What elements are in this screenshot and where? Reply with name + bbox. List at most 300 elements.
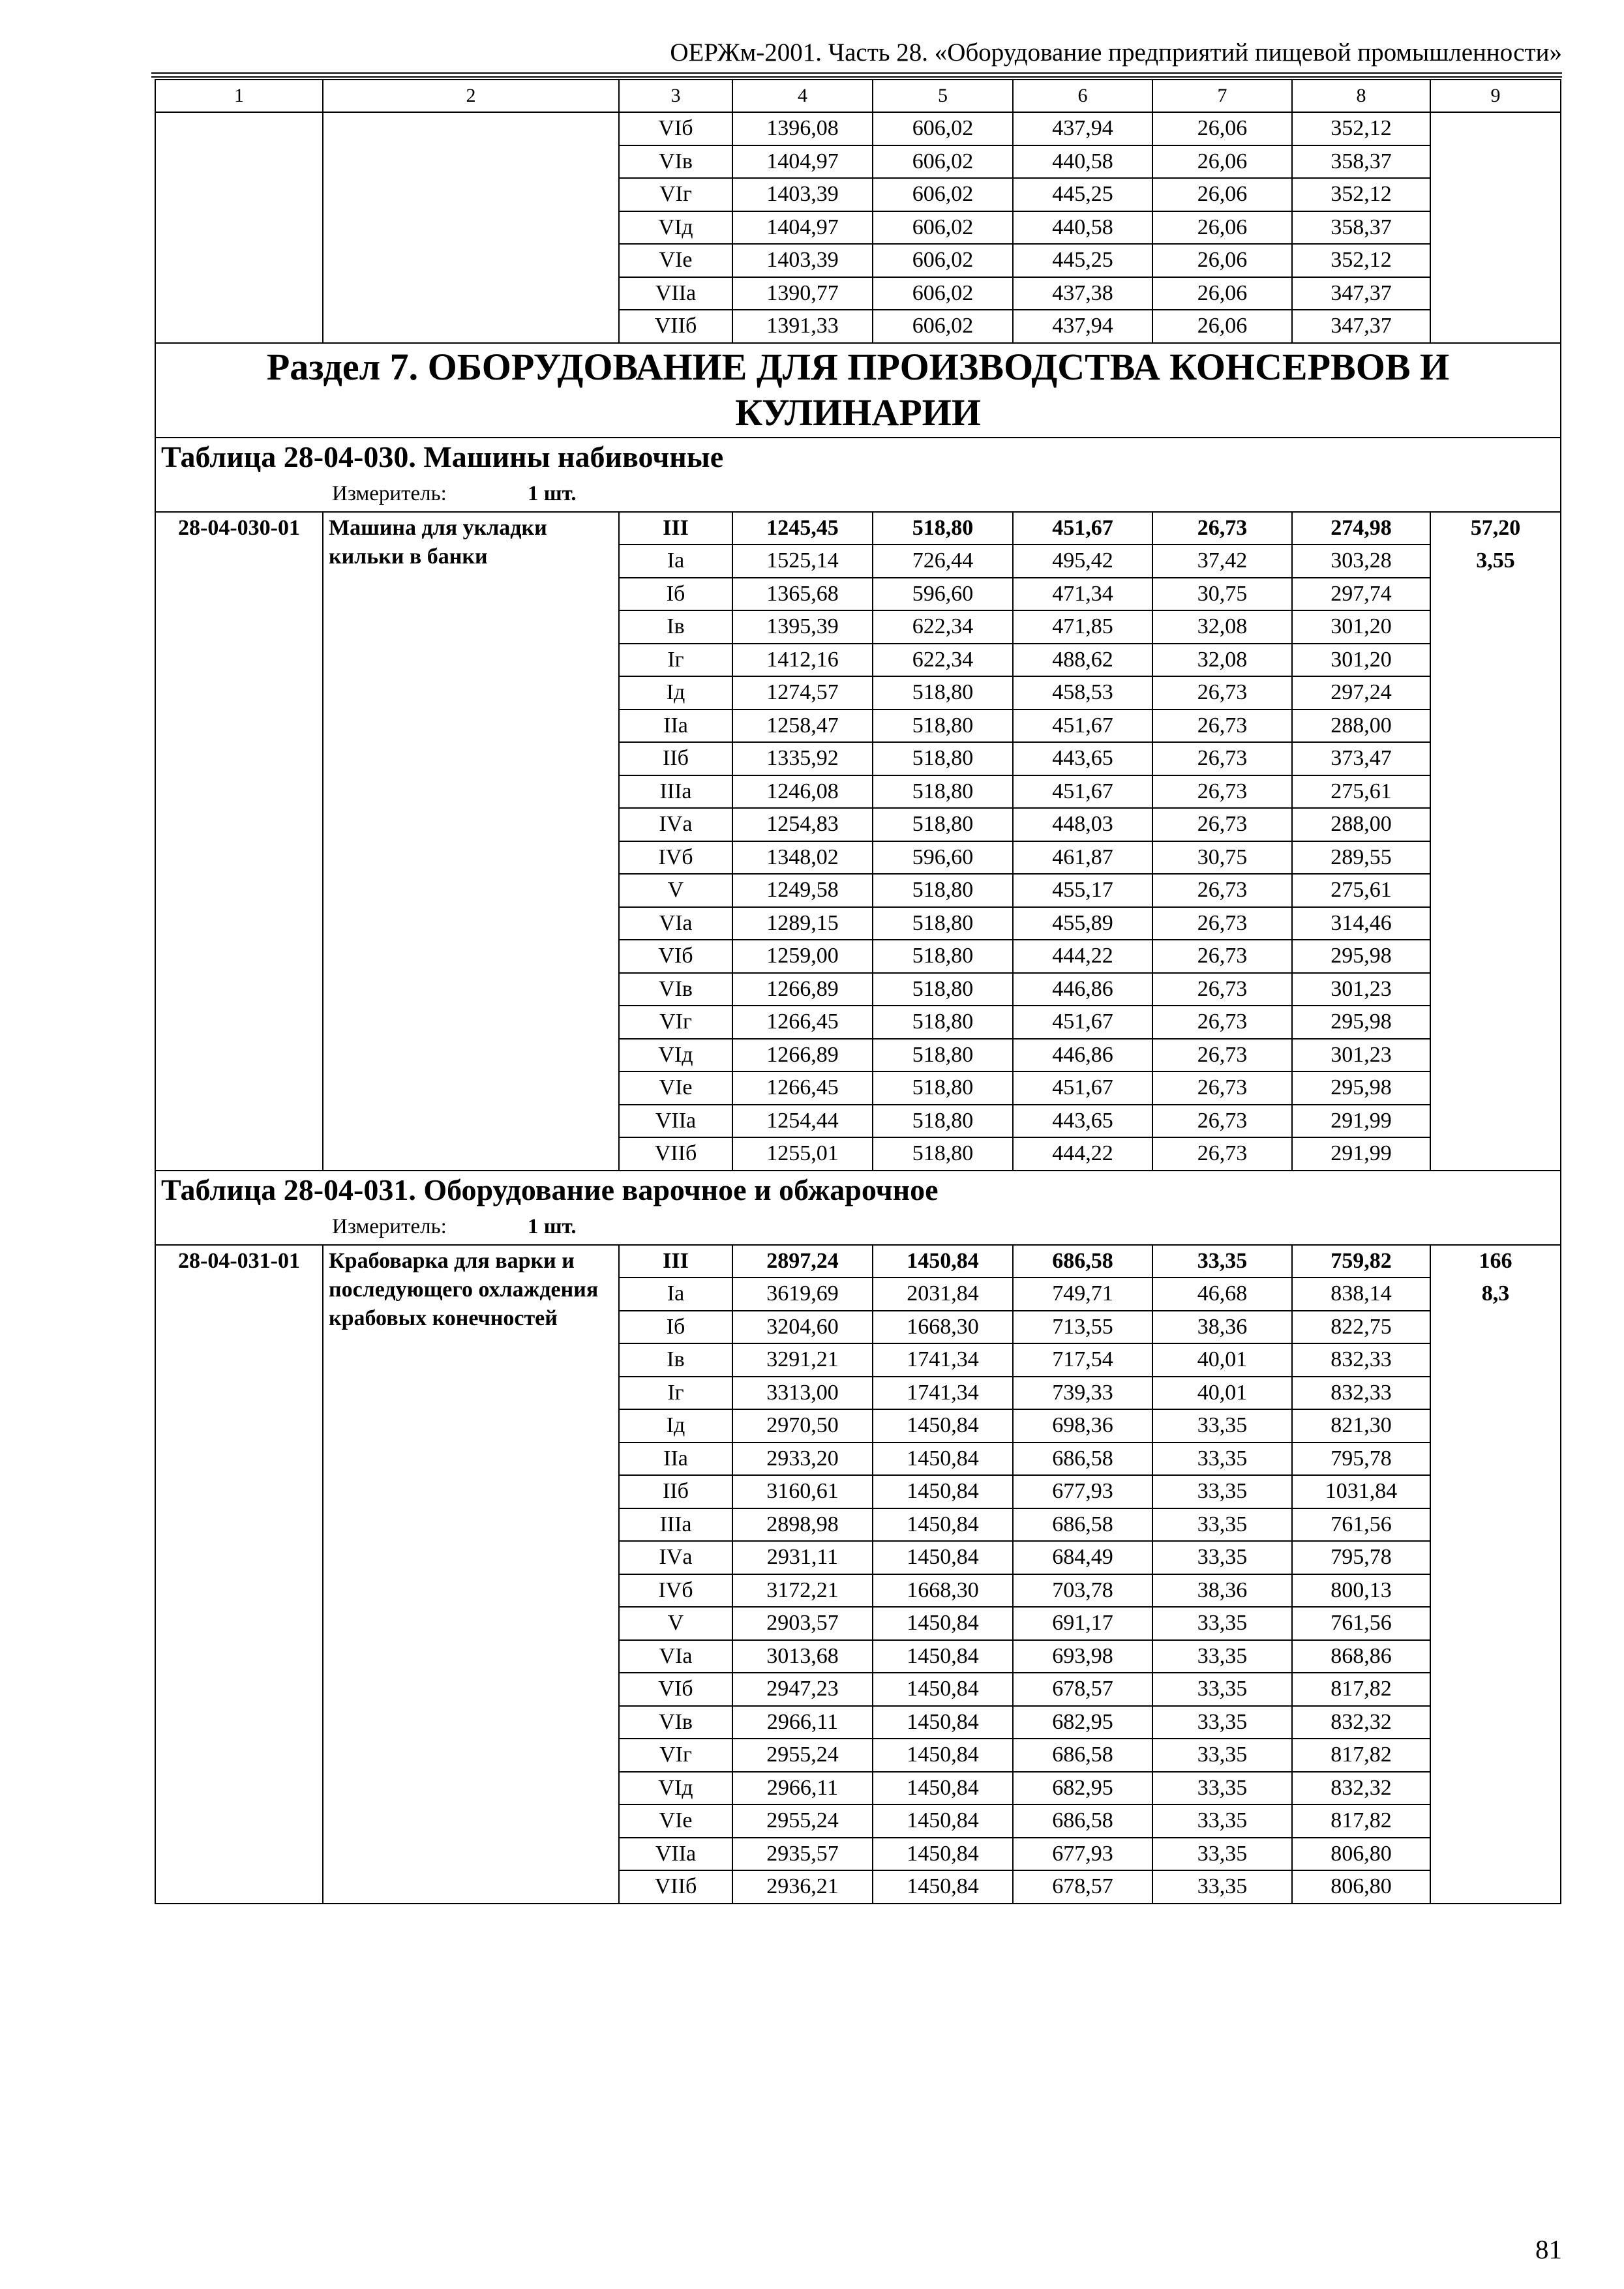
zone-cell: VIIб — [619, 1137, 732, 1171]
materials-cell: 817,82 — [1292, 1739, 1430, 1772]
zone-cell: VIд — [619, 1772, 732, 1805]
wages-cell: 1741,34 — [873, 1377, 1013, 1410]
total-cost-cell: 1246,08 — [732, 775, 873, 809]
materials-cell: 295,98 — [1292, 1071, 1430, 1105]
measure-cell — [155, 1210, 1561, 1245]
wages-cell: 518,80 — [873, 1006, 1013, 1039]
machine-cost-cell: 444,22 — [1013, 1137, 1152, 1171]
machine-cost-cell: 713,55 — [1013, 1311, 1152, 1344]
total-cost-cell: 1258,47 — [732, 710, 873, 743]
wages-cell: 606,02 — [873, 178, 1013, 211]
operator-wages-cell: 26,06 — [1152, 244, 1292, 277]
machine-cost-cell: 686,58 — [1013, 1804, 1152, 1838]
wages-cell: 1450,84 — [873, 1443, 1013, 1476]
total-cost-cell: 1396,08 — [732, 112, 873, 145]
zone-cell: VIв — [619, 1706, 732, 1739]
machine-cost-cell: 445,25 — [1013, 178, 1152, 211]
operator-wages-cell: 26,73 — [1152, 1006, 1292, 1039]
table-title: Таблица 28-04-031. Оборудование варочное и обжарочное — [155, 1171, 1561, 1210]
extra-value: 166 — [1479, 1248, 1512, 1273]
table-row — [155, 1245, 1561, 1278]
column-number: 2 — [323, 80, 619, 112]
machine-cost-cell: 495,42 — [1013, 545, 1152, 578]
total-cost-cell: 3013,68 — [732, 1640, 873, 1673]
machine-cost-cell: 443,65 — [1013, 1105, 1152, 1138]
operator-wages-cell: 33,35 — [1152, 1772, 1292, 1805]
wages-cell: 518,80 — [873, 676, 1013, 710]
machine-cost-cell: 444,22 — [1013, 940, 1152, 973]
total-cost-cell: 3313,00 — [732, 1377, 873, 1410]
wages-cell: 1450,84 — [873, 1245, 1013, 1278]
operator-wages-cell: 33,35 — [1152, 1443, 1292, 1476]
operator-wages-cell: 26,06 — [1152, 112, 1292, 145]
operator-wages-cell: 26,73 — [1152, 742, 1292, 775]
operator-wages-cell: 38,36 — [1152, 1311, 1292, 1344]
equipment-name: Крабоварка для варки и последующего охлаждения крабовых конечностей — [323, 1245, 619, 1904]
wages-cell: 596,60 — [873, 578, 1013, 611]
materials-cell: 800,13 — [1292, 1574, 1430, 1608]
section-row — [155, 343, 1561, 438]
column-number: 6 — [1013, 80, 1152, 112]
rates-table-body — [155, 80, 1561, 1904]
wages-cell: 1450,84 — [873, 1508, 1013, 1542]
total-cost-cell: 1404,97 — [732, 145, 873, 179]
total-cost-cell: 3291,21 — [732, 1343, 873, 1377]
total-cost-cell: 1525,14 — [732, 545, 873, 578]
machine-cost-cell: 703,78 — [1013, 1574, 1152, 1608]
wages-cell: 1450,84 — [873, 1706, 1013, 1739]
wages-cell: 518,80 — [873, 742, 1013, 775]
zone-cell: Iг — [619, 1377, 732, 1410]
operator-wages-cell: 26,06 — [1152, 145, 1292, 179]
total-cost-cell: 3160,61 — [732, 1475, 873, 1508]
wages-cell: 518,80 — [873, 710, 1013, 743]
wages-cell: 606,02 — [873, 145, 1013, 179]
column-number: 5 — [873, 80, 1013, 112]
header-rule — [151, 76, 1562, 78]
materials-cell: 832,33 — [1292, 1343, 1430, 1377]
operator-wages-cell: 40,01 — [1152, 1343, 1292, 1377]
operator-wages-cell: 33,35 — [1152, 1640, 1292, 1673]
operator-wages-cell: 26,73 — [1152, 512, 1292, 545]
extra-value: 8,3 — [1481, 1281, 1510, 1306]
zone-cell: IVа — [619, 808, 732, 841]
table-row — [155, 112, 1561, 145]
operator-wages-cell: 26,73 — [1152, 808, 1292, 841]
materials-cell: 301,20 — [1292, 610, 1430, 644]
materials-cell: 1031,84 — [1292, 1475, 1430, 1508]
total-cost-cell: 1255,01 — [732, 1137, 873, 1171]
materials-cell: 301,20 — [1292, 644, 1430, 677]
zone-cell: VIб — [619, 940, 732, 973]
wages-cell: 518,80 — [873, 907, 1013, 940]
total-cost-cell: 2955,24 — [732, 1804, 873, 1838]
machine-cost-cell: 451,67 — [1013, 775, 1152, 809]
column-number: 7 — [1152, 80, 1292, 112]
materials-cell: 295,98 — [1292, 940, 1430, 973]
materials-cell: 303,28 — [1292, 545, 1430, 578]
total-cost-cell: 3172,21 — [732, 1574, 873, 1608]
machine-cost-cell: 451,67 — [1013, 512, 1152, 545]
wages-cell: 1450,84 — [873, 1739, 1013, 1772]
machine-cost-cell: 446,86 — [1013, 1039, 1152, 1072]
machine-cost-cell: 693,98 — [1013, 1640, 1152, 1673]
measure-row — [155, 477, 1561, 512]
wages-cell: 518,80 — [873, 775, 1013, 809]
machine-cost-cell: 684,49 — [1013, 1541, 1152, 1574]
wages-cell: 1450,84 — [873, 1541, 1013, 1574]
zone-cell: VIд — [619, 211, 732, 245]
machine-cost-cell: 440,58 — [1013, 145, 1152, 179]
zone-cell: VIе — [619, 1804, 732, 1838]
zone-cell: Iв — [619, 1343, 732, 1377]
operator-wages-cell: 38,36 — [1152, 1574, 1292, 1608]
zone-cell: IVб — [619, 841, 732, 875]
page-header-title: ОЕРЖм-2001. Часть 28. «Оборудование предприятий пищевой промышленности» — [670, 38, 1562, 67]
operator-wages-cell: 33,35 — [1152, 1804, 1292, 1838]
zone-cell: VIг — [619, 178, 732, 211]
materials-cell: 795,78 — [1292, 1443, 1430, 1476]
operator-wages-cell: 26,73 — [1152, 1137, 1292, 1171]
wages-cell: 518,80 — [873, 940, 1013, 973]
operator-wages-cell: 26,73 — [1152, 940, 1292, 973]
materials-cell: 358,37 — [1292, 145, 1430, 179]
code-cell-empty — [155, 112, 323, 343]
wages-cell: 606,02 — [873, 211, 1013, 245]
total-cost-cell: 1266,45 — [732, 1006, 873, 1039]
operator-wages-cell: 26,06 — [1152, 277, 1292, 310]
total-cost-cell: 1348,02 — [732, 841, 873, 875]
zone-cell: VIе — [619, 244, 732, 277]
materials-cell: 352,12 — [1292, 178, 1430, 211]
total-cost-cell: 2966,11 — [732, 1772, 873, 1805]
total-cost-cell: 3204,60 — [732, 1311, 873, 1344]
wages-cell: 1450,84 — [873, 1475, 1013, 1508]
wages-cell: 622,34 — [873, 610, 1013, 644]
machine-cost-cell: 443,65 — [1013, 742, 1152, 775]
zone-cell: VIв — [619, 145, 732, 179]
column-number: 3 — [619, 80, 732, 112]
wages-cell: 1741,34 — [873, 1343, 1013, 1377]
operator-wages-cell: 26,06 — [1152, 310, 1292, 343]
wages-cell: 518,80 — [873, 1105, 1013, 1138]
wages-cell: 518,80 — [873, 1071, 1013, 1105]
total-cost-cell: 2933,20 — [732, 1443, 873, 1476]
total-cost-cell: 2931,11 — [732, 1541, 873, 1574]
machine-cost-cell: 455,89 — [1013, 907, 1152, 940]
materials-cell: 291,99 — [1292, 1105, 1430, 1138]
total-cost-cell: 1274,57 — [732, 676, 873, 710]
table-title-row — [155, 1171, 1561, 1210]
wages-cell: 596,60 — [873, 841, 1013, 875]
wages-cell: 606,02 — [873, 244, 1013, 277]
total-cost-cell: 2935,57 — [732, 1838, 873, 1871]
operator-wages-cell: 26,73 — [1152, 710, 1292, 743]
total-cost-cell: 2898,98 — [732, 1508, 873, 1542]
operator-wages-cell: 33,35 — [1152, 1245, 1292, 1278]
machine-cost-cell: 437,94 — [1013, 112, 1152, 145]
total-cost-cell: 1404,97 — [732, 211, 873, 245]
zone-cell: V — [619, 874, 732, 907]
operator-wages-cell: 33,35 — [1152, 1838, 1292, 1871]
operator-wages-cell: 33,35 — [1152, 1739, 1292, 1772]
wages-cell: 726,44 — [873, 545, 1013, 578]
materials-cell: 295,98 — [1292, 1006, 1430, 1039]
materials-cell: 832,33 — [1292, 1377, 1430, 1410]
operator-wages-cell: 26,06 — [1152, 178, 1292, 211]
zone-cell: V — [619, 1607, 732, 1640]
materials-cell: 761,56 — [1292, 1508, 1430, 1542]
machine-cost-cell: 686,58 — [1013, 1508, 1152, 1542]
table-title-row — [155, 438, 1561, 477]
wages-cell: 1450,84 — [873, 1838, 1013, 1871]
wages-cell: 1450,84 — [873, 1772, 1013, 1805]
section-title: Раздел 7. ОБОРУДОВАНИЕ ДЛЯ ПРОИЗВОДСТВА КОНСЕРВОВ И КУЛИНАРИИ — [155, 343, 1561, 438]
wages-cell: 606,02 — [873, 277, 1013, 310]
wages-cell: 622,34 — [873, 644, 1013, 677]
machine-cost-cell: 691,17 — [1013, 1607, 1152, 1640]
measure-cell — [155, 477, 1561, 512]
zone-cell: VIб — [619, 1673, 732, 1706]
total-cost-cell: 3619,69 — [732, 1278, 873, 1311]
name-cell-empty — [323, 112, 619, 343]
wages-cell: 2031,84 — [873, 1278, 1013, 1311]
zone-cell: IIа — [619, 1443, 732, 1476]
machine-cost-cell: 717,54 — [1013, 1343, 1152, 1377]
page-number: 81 — [1535, 2234, 1562, 2264]
total-cost-cell: 1249,58 — [732, 874, 873, 907]
machine-cost-cell: 446,86 — [1013, 973, 1152, 1006]
materials-cell: 275,61 — [1292, 874, 1430, 907]
table-row — [155, 512, 1561, 545]
machine-cost-cell: 471,85 — [1013, 610, 1152, 644]
materials-cell: 817,82 — [1292, 1673, 1430, 1706]
zone-cell: VIIа — [619, 277, 732, 310]
resource-code: 28-04-030-01 — [155, 512, 323, 1171]
zone-cell: VIIб — [619, 1870, 732, 1904]
total-cost-cell: 2970,50 — [732, 1409, 873, 1443]
zone-cell: IIа — [619, 710, 732, 743]
zone-cell: VIIб — [619, 310, 732, 343]
operator-wages-cell: 26,06 — [1152, 211, 1292, 245]
materials-cell: 806,80 — [1292, 1870, 1430, 1904]
equipment-name: Машина для укладки кильки в банки — [323, 512, 619, 1171]
total-cost-cell: 1254,44 — [732, 1105, 873, 1138]
machine-cost-cell: 488,62 — [1013, 644, 1152, 677]
total-cost-cell: 2955,24 — [732, 1739, 873, 1772]
operator-wages-cell: 33,35 — [1152, 1870, 1292, 1904]
wages-cell: 518,80 — [873, 874, 1013, 907]
wages-cell: 518,80 — [873, 973, 1013, 1006]
wages-cell: 518,80 — [873, 1137, 1013, 1171]
zone-cell: III — [619, 512, 732, 545]
total-cost-cell: 1403,39 — [732, 244, 873, 277]
materials-cell: 759,82 — [1292, 1245, 1430, 1278]
materials-cell: 291,99 — [1292, 1137, 1430, 1171]
zone-cell: VIд — [619, 1039, 732, 1072]
materials-cell: 352,12 — [1292, 244, 1430, 277]
zone-cell: VIа — [619, 1640, 732, 1673]
materials-cell: 822,75 — [1292, 1311, 1430, 1344]
machine-cost-cell: 455,17 — [1013, 874, 1152, 907]
materials-cell: 288,00 — [1292, 808, 1430, 841]
materials-cell: 352,12 — [1292, 112, 1430, 145]
extra-values-cell — [1430, 512, 1561, 1171]
zone-cell: VIа — [619, 907, 732, 940]
materials-cell: 358,37 — [1292, 211, 1430, 245]
machine-cost-cell: 698,36 — [1013, 1409, 1152, 1443]
materials-cell: 868,86 — [1292, 1640, 1430, 1673]
zone-cell: IIб — [619, 1475, 732, 1508]
zone-cell: VIIа — [619, 1838, 732, 1871]
operator-wages-cell: 30,75 — [1152, 578, 1292, 611]
machine-cost-cell: 440,58 — [1013, 211, 1152, 245]
operator-wages-cell: 33,35 — [1152, 1475, 1292, 1508]
wages-cell: 1450,84 — [873, 1870, 1013, 1904]
machine-cost-cell: 448,03 — [1013, 808, 1152, 841]
total-cost-cell: 1266,45 — [732, 1071, 873, 1105]
total-cost-cell: 2936,21 — [732, 1870, 873, 1904]
materials-cell: 838,14 — [1292, 1278, 1430, 1311]
operator-wages-cell: 37,42 — [1152, 545, 1292, 578]
machine-cost-cell: 682,95 — [1013, 1706, 1152, 1739]
header-rule — [151, 72, 1562, 74]
zone-cell: IIб — [619, 742, 732, 775]
extra-values-cell — [1430, 1245, 1561, 1904]
materials-cell: 832,32 — [1292, 1706, 1430, 1739]
materials-cell: 297,24 — [1292, 676, 1430, 710]
machine-cost-cell: 445,25 — [1013, 244, 1152, 277]
zone-cell: Iд — [619, 676, 732, 710]
measure-value: 1 шт. — [528, 1215, 577, 1238]
operator-wages-cell: 26,73 — [1152, 1039, 1292, 1072]
materials-cell: 347,37 — [1292, 310, 1430, 343]
table-title: Таблица 28-04-030. Машины набивочные — [155, 438, 1561, 477]
total-cost-cell: 1289,15 — [732, 907, 873, 940]
operator-wages-cell: 32,08 — [1152, 644, 1292, 677]
machine-cost-cell: 677,93 — [1013, 1475, 1152, 1508]
column-number: 9 — [1430, 80, 1561, 112]
operator-wages-cell: 26,73 — [1152, 775, 1292, 809]
operator-wages-cell: 33,35 — [1152, 1673, 1292, 1706]
extra-value: 57,20 — [1470, 515, 1521, 540]
zone-cell: VIе — [619, 1071, 732, 1105]
materials-cell: 289,55 — [1292, 841, 1430, 875]
operator-wages-cell: 33,35 — [1152, 1541, 1292, 1574]
machine-cost-cell: 686,58 — [1013, 1443, 1152, 1476]
total-cost-cell: 1395,39 — [732, 610, 873, 644]
machine-cost-cell: 437,38 — [1013, 277, 1152, 310]
operator-wages-cell: 26,73 — [1152, 907, 1292, 940]
column-number: 4 — [732, 80, 873, 112]
total-cost-cell: 1365,68 — [732, 578, 873, 611]
operator-wages-cell: 33,35 — [1152, 1706, 1292, 1739]
total-cost-cell: 2903,57 — [732, 1607, 873, 1640]
machine-cost-cell: 451,67 — [1013, 710, 1152, 743]
zone-cell: VIв — [619, 973, 732, 1006]
operator-wages-cell: 33,35 — [1152, 1409, 1292, 1443]
machine-cost-cell: 471,34 — [1013, 578, 1152, 611]
wages-cell: 1668,30 — [873, 1311, 1013, 1344]
measure-row — [155, 1210, 1561, 1245]
wages-cell: 1450,84 — [873, 1804, 1013, 1838]
zone-cell: Iа — [619, 1278, 732, 1311]
wages-cell: 518,80 — [873, 808, 1013, 841]
machine-cost-cell: 749,71 — [1013, 1278, 1152, 1311]
operator-wages-cell: 30,75 — [1152, 841, 1292, 875]
total-cost-cell: 1259,00 — [732, 940, 873, 973]
operator-wages-cell: 26,73 — [1152, 1105, 1292, 1138]
machine-cost-cell: 677,93 — [1013, 1838, 1152, 1871]
materials-cell: 301,23 — [1292, 973, 1430, 1006]
wages-cell: 606,02 — [873, 310, 1013, 343]
materials-cell: 832,32 — [1292, 1772, 1430, 1805]
materials-cell: 817,82 — [1292, 1804, 1430, 1838]
column-number: 8 — [1292, 80, 1430, 112]
wages-cell: 1450,84 — [873, 1607, 1013, 1640]
operator-wages-cell: 32,08 — [1152, 610, 1292, 644]
machine-cost-cell: 678,57 — [1013, 1673, 1152, 1706]
zone-cell: VIб — [619, 112, 732, 145]
column-number: 1 — [155, 80, 323, 112]
extra-value: 3,55 — [1476, 548, 1515, 573]
total-cost-cell: 1391,33 — [732, 310, 873, 343]
operator-wages-cell: 46,68 — [1152, 1278, 1292, 1311]
zone-cell: VIг — [619, 1739, 732, 1772]
machine-cost-cell: 686,58 — [1013, 1245, 1152, 1278]
zone-cell: IIIа — [619, 775, 732, 809]
total-cost-cell: 2947,23 — [732, 1673, 873, 1706]
resource-code: 28-04-031-01 — [155, 1245, 323, 1904]
zone-cell: Iб — [619, 578, 732, 611]
total-cost-cell: 1254,83 — [732, 808, 873, 841]
zone-cell: Iд — [619, 1409, 732, 1443]
operator-wages-cell: 40,01 — [1152, 1377, 1292, 1410]
zone-cell: Iв — [619, 610, 732, 644]
materials-cell: 301,23 — [1292, 1039, 1430, 1072]
wages-cell: 518,80 — [873, 512, 1013, 545]
total-cost-cell: 2966,11 — [732, 1706, 873, 1739]
operator-wages-cell: 33,35 — [1152, 1508, 1292, 1542]
zone-cell: Iб — [619, 1311, 732, 1344]
zone-cell: VIIа — [619, 1105, 732, 1138]
materials-cell: 275,61 — [1292, 775, 1430, 809]
machine-cost-cell: 739,33 — [1013, 1377, 1152, 1410]
machine-cost-cell: 678,57 — [1013, 1870, 1152, 1904]
materials-cell: 347,37 — [1292, 277, 1430, 310]
operator-wages-cell: 26,73 — [1152, 874, 1292, 907]
operator-wages-cell: 33,35 — [1152, 1607, 1292, 1640]
extra-cell-empty — [1430, 112, 1561, 343]
wages-cell: 1450,84 — [873, 1673, 1013, 1706]
machine-cost-cell: 461,87 — [1013, 841, 1152, 875]
operator-wages-cell: 26,73 — [1152, 676, 1292, 710]
zone-cell: VIг — [619, 1006, 732, 1039]
total-cost-cell: 1403,39 — [732, 178, 873, 211]
machine-cost-cell: 451,67 — [1013, 1006, 1152, 1039]
wages-cell: 1668,30 — [873, 1574, 1013, 1608]
zone-cell: IVб — [619, 1574, 732, 1608]
zone-cell: Iа — [619, 545, 732, 578]
materials-cell: 274,98 — [1292, 512, 1430, 545]
materials-cell: 297,74 — [1292, 578, 1430, 611]
total-cost-cell: 1245,45 — [732, 512, 873, 545]
zone-cell: IVа — [619, 1541, 732, 1574]
zone-cell: IIIа — [619, 1508, 732, 1542]
measure-label: Измеритель: — [332, 482, 447, 505]
materials-cell: 373,47 — [1292, 742, 1430, 775]
machine-cost-cell: 451,67 — [1013, 1071, 1152, 1105]
